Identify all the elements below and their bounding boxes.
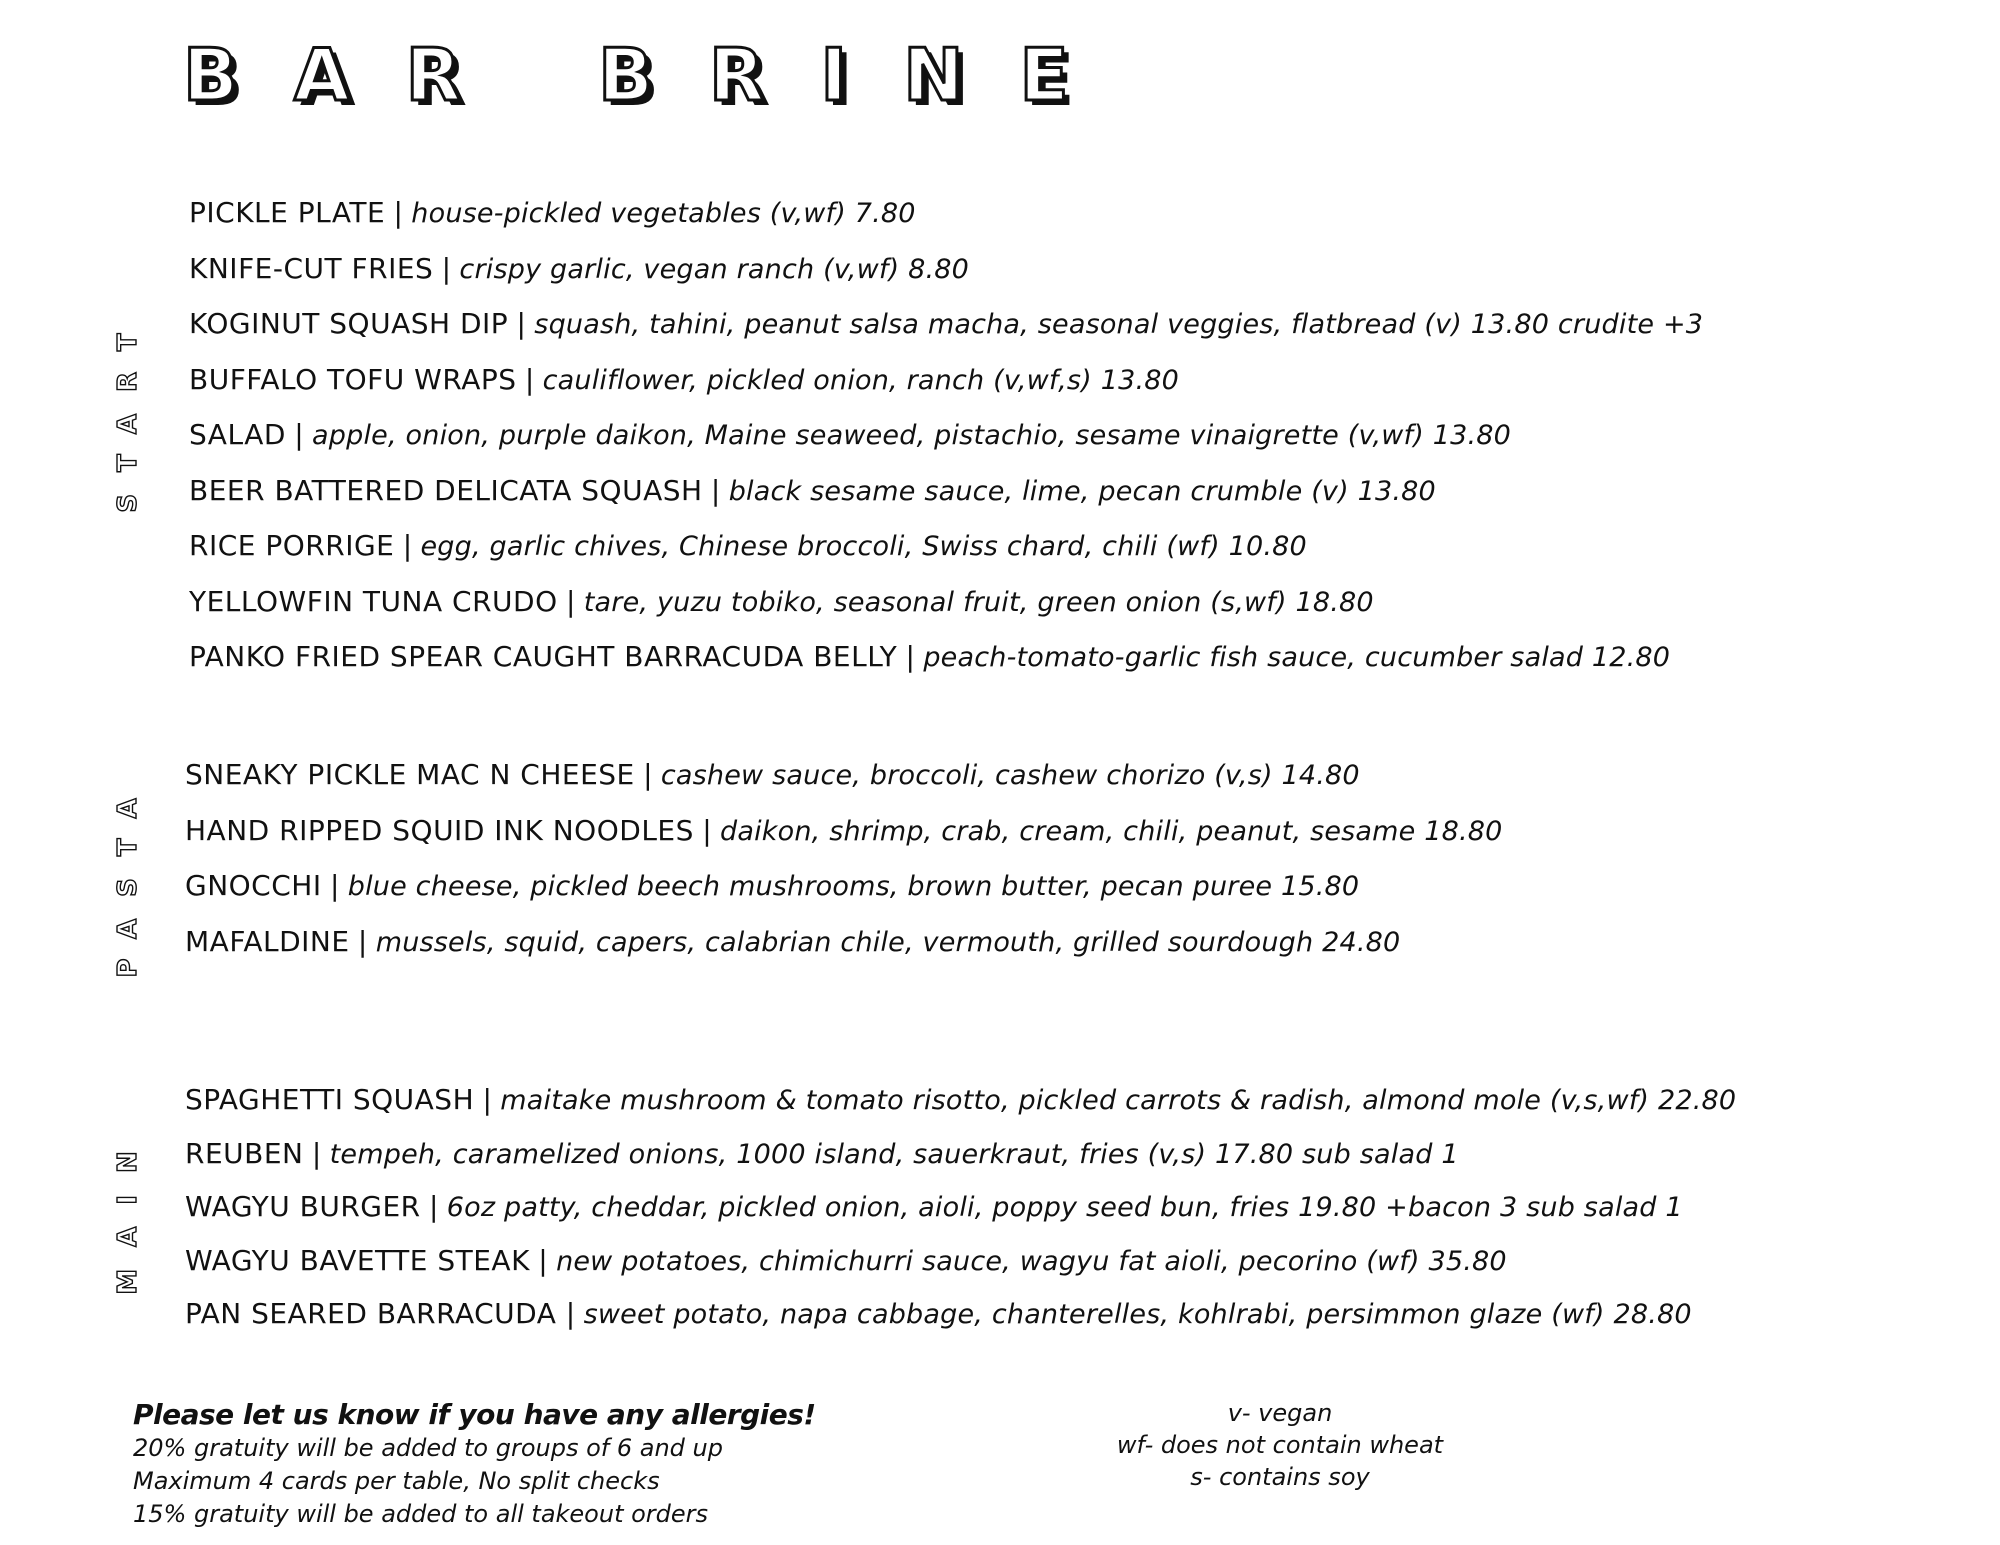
item-separator: | [710,473,721,507]
item-separator: | [294,418,304,451]
item-name: WAGYU BAVETTE STEAK [185,1243,530,1277]
item-description: tare, yuzu tobiko, seasonal fruit, green onion (s,wf) 18.80 [583,586,1374,618]
item-description: cauliflower, pickled onion, ranch (v,wf,s) 13.80 [542,364,1179,396]
item-separator: | [643,758,653,791]
item-separator: | [402,529,413,562]
item-name: SALAD [189,418,286,451]
menu-item [185,755,1360,796]
item-separator: | [428,1190,439,1223]
item-description: peach-tomato-garlic fish sauce, cucumber salad 12.80 [923,642,1671,673]
item-separator: | [393,196,403,229]
item-separator: | [357,924,368,958]
policy-notes [133,1398,816,1531]
item-description: squash, tahini, peanut salsa macha, seasonal veggies, flatbread (v) 13.80 crudite +3 [534,309,1704,340]
item-description: tempeh, caramelized onions, 1000 island, sauerkraut, fries (v,s) 17.80 sub salad 1 [329,1138,1459,1170]
item-description: blue cheese, pickled beech mushrooms, brown butter, pecan puree 15.80 [347,871,1360,902]
menu-item [185,922,1400,963]
menu-item [189,415,1511,456]
item-name: KNIFE-CUT FRIES [189,251,434,285]
item-description: mussels, squid, capers, calabrian chile, vermouth, grilled sourdough 24.80 [375,926,1401,958]
item-name: REUBEN [185,1136,304,1170]
item-separator: | [905,640,915,673]
menu-item [189,471,1436,512]
menu-item [185,1294,1692,1335]
menu-item [185,1187,1683,1228]
item-description: crispy garlic, vegan ranch (v,wf) 8.80 [459,253,970,285]
item-name: SPAGHETTI SQUASH [185,1083,475,1116]
item-name: YELLOWFIN TUNA CRUDO [189,584,558,618]
restaurant-title: BAR BRINE [183,33,1125,117]
item-description: black sesame sauce, lime, pecan crumble (v) 13.80 [728,475,1436,507]
item-separator: | [311,1136,322,1170]
item-description: sweet potato, napa cabbage, chanterelles, kohlrabi, persimmon glaze (wf) 28.80 [583,1299,1692,1330]
dietary-legend [1100,1397,1460,1493]
item-separator: | [565,1297,576,1330]
item-name: KOGINUT SQUASH DIP [189,307,509,340]
menu-item [189,193,916,234]
item-separator: | [565,584,576,618]
policy-line: 20% gratuity will be added to groups of 6 and up [133,1434,723,1462]
item-separator: | [329,869,340,902]
item-separator: | [524,362,535,396]
item-name: GNOCCHI [185,869,322,902]
menu-item [189,582,1374,623]
menu-item [185,811,1503,852]
allergy-notice: Please let us know if you have any allergies! [133,1398,816,1431]
menu-item [189,526,1307,567]
item-description: new potatoes, chimichurri sauce, wagyu fat aioli, pecorino (wf) 35.80 [556,1245,1507,1277]
item-name: PAN SEARED BARRACUDA [185,1297,566,1330]
legend-line: wf- does not contain wheat [1116,1431,1444,1459]
item-description: maitake mushroom & tomato risotto, pickled carrots & radish, almond mole (v,s,wf) 22.80 [500,1085,1737,1116]
item-name: PANKO FRIED SPEAR CAUGHT BARRACUDA BELLY [189,640,898,673]
policy-line: 15% gratuity will be added to all takeout orders [133,1500,709,1528]
item-description: apple, onion, purple daikon, Maine seaweed, pistachio, sesame vinaigrette (v,wf) 13.80 [312,420,1512,451]
item-description: cashew sauce, broccoli, cashew chorizo (v,s) 14.80 [660,760,1360,791]
legend-line: s- contains soy [1190,1463,1370,1491]
item-name: RICE PORRIGE [189,529,395,562]
legend-line: v- vegan [1227,1399,1333,1427]
item-separator: | [441,251,452,285]
item-name: BUFFALO TOFU WRAPS [189,362,517,396]
menu-item [189,360,1179,401]
item-name: PICKLE PLATE [189,196,386,229]
item-separator: | [538,1243,548,1277]
menu-item [189,637,1670,678]
item-description: 6oz patty, cheddar, pickled onion, aioli, poppy seed bun, fries 19.80 +bacon 3 sub salad 1 [446,1192,1683,1223]
item-name: HAND RIPPED SQUID INK NOODLES [185,813,694,847]
item-separator: | [702,813,712,847]
item-separator: | [482,1083,492,1116]
item-name: BEER BATTERED DELICATA SQUASH [189,473,703,507]
menu-item [189,304,1703,345]
item-separator: | [516,307,526,340]
menu-item [185,1241,1507,1282]
item-description: egg, garlic chives, Chinese broccoli, Swiss chard, chili (wf) 10.80 [420,531,1307,562]
menu-item [185,866,1359,907]
item-name: WAGYU BURGER [185,1190,421,1223]
menu-item [189,249,969,290]
item-name: MAFALDINE [185,924,350,958]
item-description: daikon, shrimp, crab, cream, chili, peanut, sesame 18.80 [720,815,1503,847]
menu-item [185,1080,1736,1121]
item-name: SNEAKY PICKLE MAC N CHEESE [185,758,635,791]
menu-item [185,1134,1459,1175]
policy-line: Maximum 4 cards per table, No split checks [133,1467,660,1495]
item-description: house-pickled vegetables (v,wf) 7.80 [411,198,916,229]
